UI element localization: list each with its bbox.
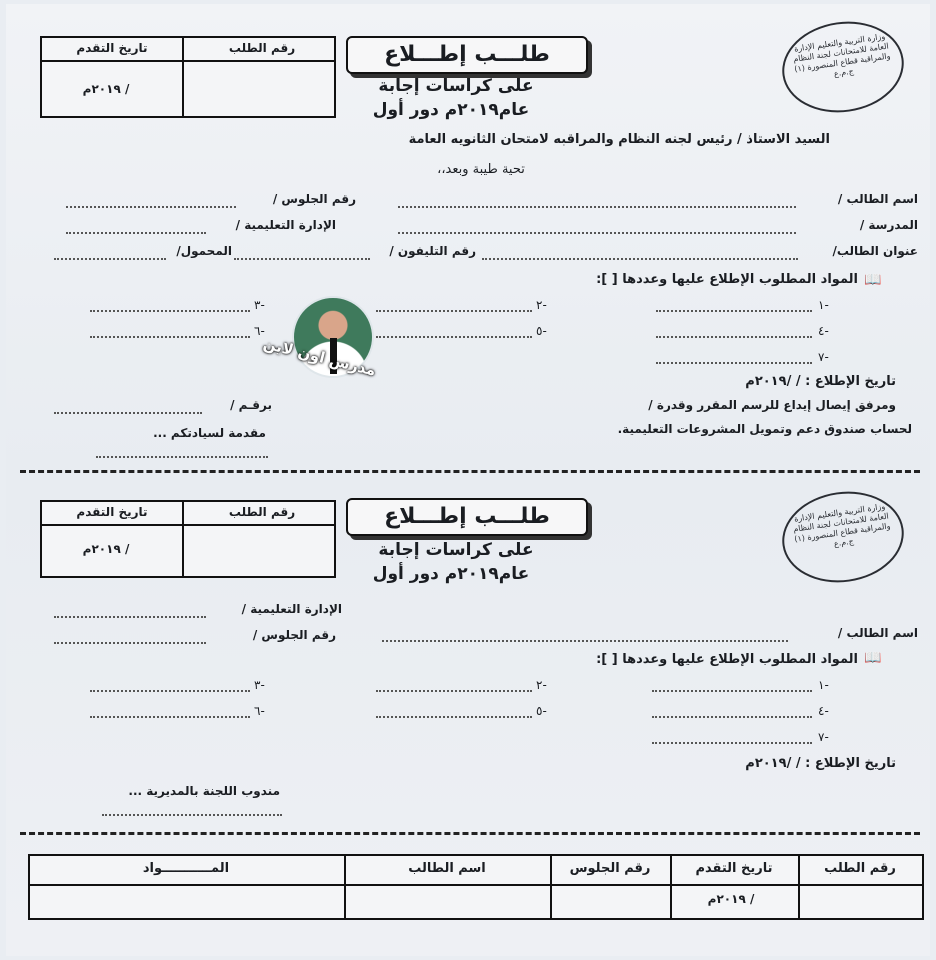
book-icon: 📖 — [864, 272, 882, 288]
submit-date-value-2: / ٢٠١٩م — [82, 542, 130, 556]
edu-admin-label-2: الإدارة التعليمية / — [241, 602, 342, 616]
subject-1-label: ١- — [818, 298, 829, 312]
view-date: تاريخ الإطلاع : / /٢٠١٩م — [745, 374, 896, 389]
delegate-label: مندوب اللجنة بالمديرية ... — [128, 784, 280, 798]
form-year: عام٢٠١٩م دور أول — [372, 100, 530, 120]
subject-2-label-2: ٢- — [536, 678, 547, 692]
subject-1-line-2 — [652, 690, 812, 692]
student-name-line — [398, 206, 796, 208]
subject-7-line — [656, 362, 812, 364]
submitted-by: مقدمة لسيادتكم ... — [153, 426, 266, 440]
subject-1-line — [656, 310, 812, 312]
subject-4-label: ٤- — [818, 324, 829, 338]
edu-admin-line-2 — [54, 616, 206, 618]
student-address-line — [482, 258, 798, 260]
form-subtitle: على كراسات إجابة — [378, 76, 534, 96]
footer-seat-no: رقم الجلوس — [569, 861, 651, 876]
request-no-header-2: رقم الطلب — [228, 505, 296, 519]
subject-3-label: ٣- — [254, 298, 265, 312]
subject-5-label: ٥- — [536, 324, 547, 338]
book-icon-2: 📖 — [864, 650, 882, 666]
subject-5-line — [376, 336, 532, 338]
watermark: مدرس اون لاين — [261, 334, 378, 380]
subject-6-line — [90, 336, 250, 338]
subject-5-line-2 — [376, 716, 532, 718]
subject-2-line-2 — [376, 690, 532, 692]
subject-5-label-2: ٥- — [536, 704, 547, 718]
subject-4-label-2: ٤- — [818, 704, 829, 718]
seat-no-label-2: رقم الجلوس / — [252, 628, 336, 642]
cut-line-2 — [20, 832, 920, 835]
edu-admin-label: الإدارة التعليمية / — [235, 218, 336, 232]
subject-4-line — [656, 336, 812, 338]
mobile-label: المحمول/ — [176, 244, 232, 258]
student-name-label-2: اسم الطالب / — [837, 626, 918, 640]
footer-student-name: اسم الطالب — [408, 861, 486, 876]
request-date-box — [40, 36, 336, 118]
mobile-line — [54, 258, 166, 260]
form-sheet — [6, 4, 930, 956]
subject-1-label-2: ١- — [818, 678, 829, 692]
subject-2-label: ٢- — [536, 298, 547, 312]
footer-table — [28, 854, 924, 920]
school-label: المدرسة / — [859, 218, 918, 232]
view-date-2: تاريخ الإطلاع : / /٢٠١٩م — [745, 756, 896, 771]
subject-3-line-2 — [90, 690, 250, 692]
student-name-label: اسم الطالب / — [837, 192, 918, 206]
form-subtitle-2: على كراسات إجابة — [378, 540, 534, 560]
signature-line — [96, 456, 268, 458]
edu-admin-line — [66, 232, 206, 234]
ministry-stamp-2: وزارة التربية والتعليم الإدارة العامة للامتحانات لجنة النظام والمراقبة قطاع المنصورة (١) ج.م.ع — [776, 484, 909, 590]
subject-7-label: ٧- — [818, 350, 829, 364]
subject-2-line — [376, 310, 532, 312]
greeting: تحية طيبة وبعد،، — [437, 162, 525, 177]
subject-4-line-2 — [652, 716, 812, 718]
request-no-header: رقم الطلب — [228, 41, 296, 55]
receipt-no-label: برقـم / — [230, 398, 272, 412]
form-title-2: طلـــب إطـــلاع — [346, 498, 588, 536]
seat-no-line — [66, 206, 236, 208]
seat-no-label: رقم الجلوس / — [272, 192, 356, 206]
subject-7-line-2 — [652, 742, 812, 744]
subject-6-label-2: ٦- — [254, 704, 265, 718]
fund-line: لحساب صندوق دعم وتمويل المشروعات التعليمية. — [617, 422, 912, 436]
footer-request-no: رقم الطلب — [824, 861, 896, 876]
subjects-label-2: المواد المطلوب الإطلاع عليها وعددها [ ]: — [596, 652, 858, 667]
phone-line — [234, 258, 370, 260]
subject-6-label: ٦- — [254, 324, 265, 338]
delegate-line — [102, 814, 282, 816]
subject-3-label-2: ٣- — [254, 678, 265, 692]
form-title: طلـــب إطـــلاع — [346, 36, 588, 74]
receipt-line: ومرفق إيصال إيداع للرسم المقرر وقدرة / — [648, 398, 896, 412]
school-line — [398, 232, 796, 234]
phone-label: رقم التليفون / — [389, 244, 476, 258]
student-name-line-2 — [382, 640, 788, 642]
subject-3-line — [90, 310, 250, 312]
footer-subjects: المـــــــــــواد — [142, 861, 230, 876]
cut-line-1 — [20, 470, 920, 473]
footer-date-value: / ٢٠١٩م — [707, 892, 755, 906]
form-year-2: عام٢٠١٩م دور أول — [372, 564, 530, 584]
submit-date-value: / ٢٠١٩م — [82, 82, 130, 96]
receipt-no-line — [54, 412, 202, 414]
request-date-box-2 — [40, 500, 336, 578]
submit-date-header: تاريخ التقدم — [76, 41, 148, 55]
subjects-label: المواد المطلوب الإطلاع عليها وعددها [ ]: — [596, 272, 858, 287]
student-address-label: عنوان الطالب/ — [832, 244, 918, 258]
subject-6-line-2 — [90, 716, 250, 718]
footer-submit-date: تاريخ التقدم — [695, 861, 773, 876]
seat-no-line-2 — [54, 642, 206, 644]
subject-7-label-2: ٧- — [818, 730, 829, 744]
ministry-stamp: وزارة التربية والتعليم الإدارة العامة للامتحانات لجنة النظام والمراقبة قطاع المنصورة (١) ج.م.ع — [776, 14, 909, 120]
submit-date-header-2: تاريخ التقدم — [76, 505, 148, 519]
addressee-line: السيد الاستاذ / رئيس لجنه النظام والمراقبه لامتحان الثانويه العامة — [408, 132, 830, 147]
